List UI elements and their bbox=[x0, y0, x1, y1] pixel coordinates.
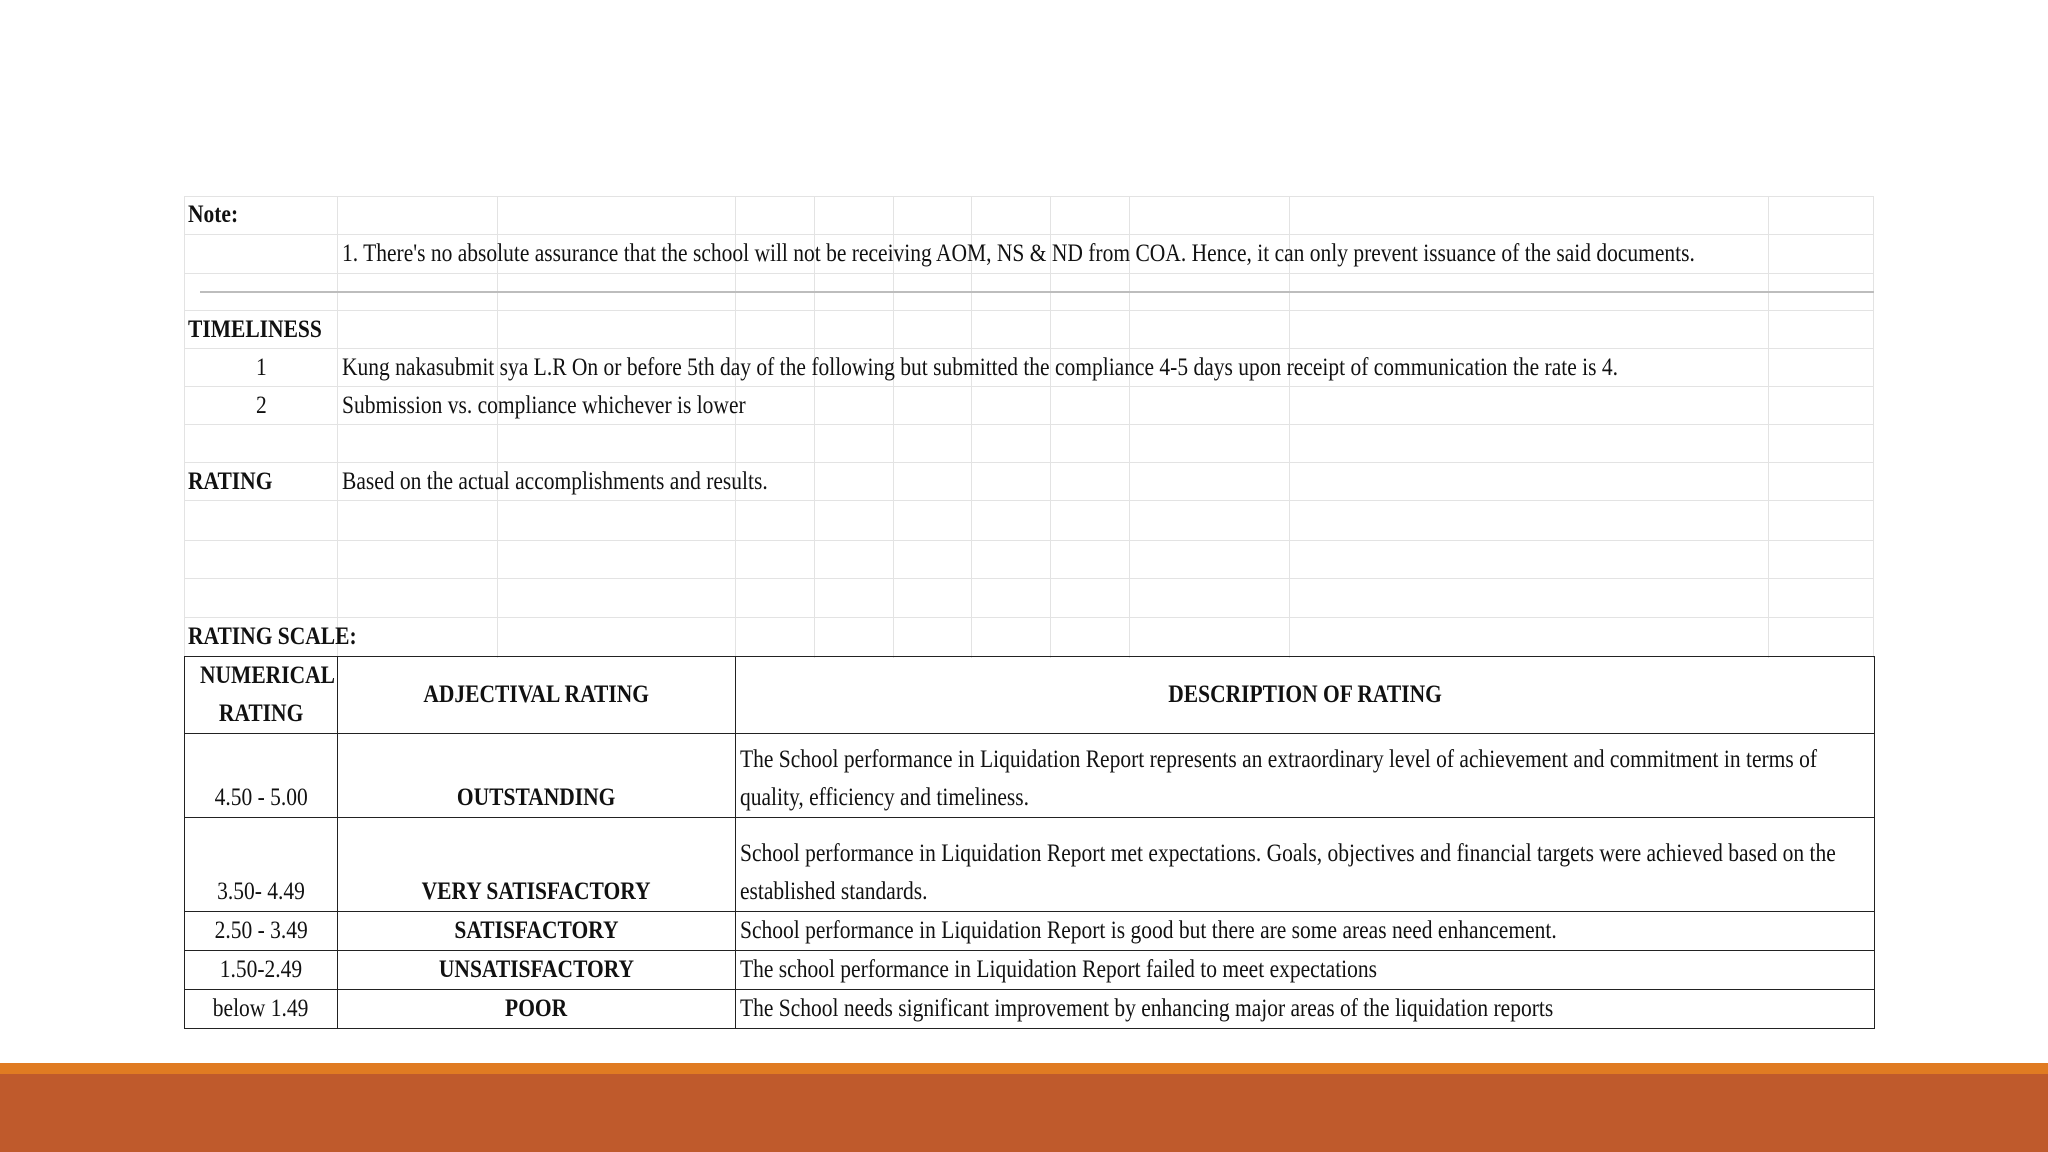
grid-line bbox=[184, 196, 185, 658]
adjectival-rating: SATISFACTORY bbox=[454, 917, 619, 944]
adjectival-cell bbox=[338, 912, 736, 951]
footer-accent-bar bbox=[0, 1063, 2048, 1074]
description-cell bbox=[736, 734, 1875, 818]
grid-line bbox=[184, 273, 1874, 274]
grid-line bbox=[184, 196, 1874, 197]
header-numerical-line2: RATING bbox=[218, 700, 304, 727]
grid-line bbox=[1768, 196, 1769, 658]
grid-line bbox=[184, 617, 1874, 618]
adjectival-rating: POOR bbox=[505, 995, 568, 1022]
grid-line bbox=[184, 578, 1874, 579]
rating-scale-label: RATING SCALE: bbox=[188, 623, 357, 650]
adjectival-cell bbox=[338, 951, 736, 990]
rating-scale-table bbox=[184, 656, 1875, 1029]
header-description-label: DESCRIPTION OF RATING bbox=[1168, 681, 1442, 708]
numerical-range: 3.50- 4.49 bbox=[217, 878, 305, 905]
adjectival-rating: OUTSTANDING bbox=[457, 784, 616, 811]
grid-line bbox=[337, 196, 338, 658]
numerical-range: 1.50-2.49 bbox=[219, 956, 303, 983]
table-header-row bbox=[185, 657, 1875, 734]
header-adjectival-label: ADJECTIVAL RATING bbox=[423, 681, 650, 708]
timeliness-label: TIMELINESS bbox=[188, 316, 322, 343]
timeliness-item-text: Submission vs. compliance whichever is lower bbox=[342, 392, 746, 419]
table-row bbox=[185, 912, 1875, 951]
rating-description: The School needs significant improvement by enhancing major areas of the liquidation reports bbox=[740, 995, 1554, 1022]
description-cell bbox=[736, 912, 1875, 951]
divider bbox=[200, 291, 1874, 293]
table-row bbox=[185, 818, 1875, 912]
grid-line bbox=[184, 540, 1874, 541]
header-description bbox=[736, 657, 1875, 734]
note-label: Note: bbox=[188, 201, 239, 228]
description-cell bbox=[736, 990, 1875, 1029]
numerical-range-cell bbox=[185, 951, 338, 990]
numerical-range: 2.50 - 3.49 bbox=[214, 917, 308, 944]
numerical-range-cell bbox=[185, 818, 338, 912]
adjectival-rating: VERY SATISFACTORY bbox=[422, 878, 651, 905]
spreadsheet-slide bbox=[184, 196, 1874, 1026]
timeliness-item-number: 2 bbox=[256, 392, 267, 419]
rating-description: School performance in Liquidation Report met expectations. Goals, objectives and financial targets were achieved based on the established standards. bbox=[740, 840, 1836, 905]
numerical-range-cell bbox=[185, 990, 338, 1029]
header-numerical-line1: NUMERICAL bbox=[199, 662, 335, 689]
adjectival-rating: UNSATISFACTORY bbox=[438, 956, 635, 983]
description-cell bbox=[736, 818, 1875, 912]
numerical-range: 4.50 - 5.00 bbox=[214, 784, 308, 811]
grid-line bbox=[184, 310, 1874, 311]
rating-description: School performance in Liquidation Report is good but there are some areas need enhancement. bbox=[740, 917, 1557, 944]
numerical-range-cell bbox=[185, 734, 338, 818]
rating-description: The School performance in Liquidation Report represents an extraordinary level of achievement and commitment in terms of quality, efficiency and timeliness. bbox=[740, 746, 1818, 811]
timeliness-item-text: Kung nakasubmit sya L.R On or before 5th day of the following but submitted the compliance 4-5 days upon receipt of communication the rate is 4. bbox=[342, 354, 1618, 381]
header-adjectival-rating bbox=[338, 657, 736, 734]
rating-text: Based on the actual accomplishments and results. bbox=[342, 468, 768, 495]
header-numerical-rating bbox=[185, 657, 338, 734]
numerical-range: below 1.49 bbox=[213, 995, 309, 1022]
table-row bbox=[185, 951, 1875, 990]
table-row bbox=[185, 990, 1875, 1029]
grid-line bbox=[1873, 196, 1874, 658]
adjectival-cell bbox=[338, 990, 736, 1029]
rating-label: RATING bbox=[188, 468, 273, 495]
numerical-range-cell bbox=[185, 912, 338, 951]
adjectival-cell bbox=[338, 734, 736, 818]
timeliness-item-number: 1 bbox=[256, 354, 267, 381]
adjectival-cell bbox=[338, 818, 736, 912]
note-item: 1. There's no absolute assurance that the school will not be receiving AOM, NS & ND from COA. Hence, it can only prevent issuance of the said documents. bbox=[342, 240, 1695, 267]
table-row bbox=[185, 734, 1875, 818]
description-cell bbox=[736, 951, 1875, 990]
footer-bar bbox=[0, 1074, 2048, 1152]
rating-description: The school performance in Liquidation Report failed to meet expectations bbox=[740, 956, 1378, 983]
